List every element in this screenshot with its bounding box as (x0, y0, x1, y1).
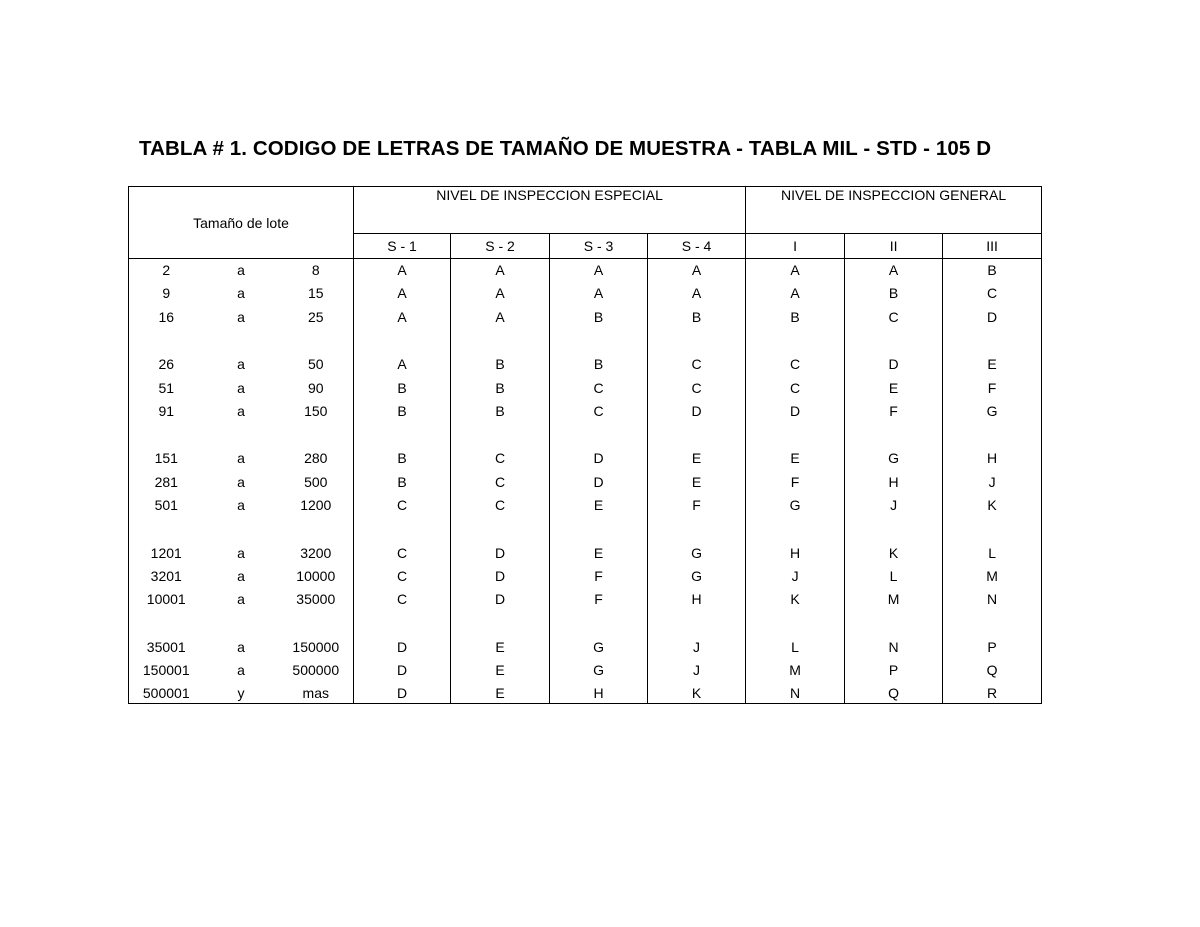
code-letter-cell: B (354, 400, 451, 423)
lot-size-to: 3200 (300, 544, 332, 561)
code-letter-cell: F (648, 494, 746, 517)
lot-size-from: 281 (129, 471, 204, 494)
lot-size-to: 35000 (296, 591, 336, 608)
lot-size-separator: y (204, 683, 279, 704)
group-spacer-row (129, 612, 1042, 636)
code-letter-cell: E (451, 659, 550, 682)
code-letter-cell: F (550, 588, 648, 611)
table-row (129, 494, 1042, 517)
lot-size-from: 3201 (129, 565, 204, 588)
code-letter-cell: C (354, 494, 451, 517)
table-row (129, 282, 1042, 305)
code-letter-cell: C (550, 400, 648, 423)
code-letter-cell: C (943, 282, 1042, 305)
table-row (129, 471, 1042, 494)
code-letter-cell: M (943, 565, 1042, 588)
code-letter-cell: A (746, 282, 845, 305)
column-header-s1: S - 1 (354, 234, 451, 259)
code-letter-cell: C (451, 494, 550, 517)
lot-size-separator: a (237, 262, 245, 278)
code-letter-cell: E (648, 471, 746, 494)
lot-size-separator: a (237, 379, 245, 396)
code-letter-cell: K (943, 494, 1042, 517)
code-letter-cell: B (845, 282, 943, 305)
code-letter-cell: E (451, 683, 550, 704)
lot-size-separator: a (237, 497, 245, 514)
lot-size-to: 1200 (300, 497, 332, 514)
code-letter-cell: D (746, 400, 845, 423)
table-row (129, 400, 1042, 423)
lot-size-separator: a (237, 568, 245, 585)
code-letter-cell: E (648, 447, 746, 470)
general-level-header: NIVEL DE INSPECCION GENERAL (746, 187, 1042, 234)
code-letter-cell: B (451, 377, 550, 400)
table-row (129, 353, 1042, 376)
code-letter-cell: A (550, 282, 648, 305)
code-letter-cell: A (746, 259, 845, 283)
code-letter-cell: P (943, 636, 1042, 659)
code-letter-cell: D (451, 542, 550, 565)
table-row (129, 659, 1042, 682)
code-letter-cell: D (550, 447, 648, 470)
code-letter-cell: C (746, 377, 845, 400)
table-row (129, 683, 1042, 704)
column-header-i: I (746, 234, 845, 259)
code-letter-cell: R (943, 683, 1042, 704)
code-letter-cell: C (648, 353, 746, 376)
code-letter-cell: A (648, 282, 746, 305)
code-letter-cell: M (845, 588, 943, 611)
table-row (129, 588, 1042, 611)
code-letter-cell: A (648, 259, 746, 283)
code-letter-cell: C (354, 565, 451, 588)
code-letter-cell: F (550, 565, 648, 588)
code-letter-cell: B (354, 377, 451, 400)
lot-size-from: 16 (129, 306, 204, 329)
code-letter-cell: D (550, 471, 648, 494)
lot-size-to: 280 (304, 450, 328, 467)
code-letter-cell: F (845, 400, 943, 423)
code-letter-cell: G (648, 542, 746, 565)
code-letter-cell: B (451, 353, 550, 376)
code-letter-cell: D (354, 683, 451, 704)
code-letter-cell: E (451, 636, 550, 659)
table-row (129, 306, 1042, 329)
lot-size-to: 50 (307, 356, 324, 373)
lot-size-to: 25 (307, 308, 324, 325)
code-letter-cell: K (648, 683, 746, 704)
code-letter-cell: B (746, 306, 845, 329)
code-letter-cell: B (943, 259, 1042, 283)
code-letter-cell: A (451, 259, 550, 283)
code-letter-cell: C (451, 447, 550, 470)
group-spacer-row (129, 329, 1042, 353)
code-letter-cell: G (550, 659, 648, 682)
table-row (129, 542, 1042, 565)
code-letter-cell: D (451, 588, 550, 611)
code-letter-cell: N (943, 588, 1042, 611)
code-letter-cell: K (845, 542, 943, 565)
code-letter-cell: G (550, 636, 648, 659)
group-spacer-row (129, 518, 1042, 542)
code-letter-cell: F (746, 471, 845, 494)
code-letter-cell: H (943, 447, 1042, 470)
lot-size-from: 500001 (129, 683, 204, 704)
code-letter-cell: M (746, 659, 845, 682)
lot-size-separator: a (237, 450, 245, 467)
lot-size-from: 2 (129, 259, 204, 283)
lot-size-separator: a (237, 403, 245, 420)
code-letter-cell: K (746, 588, 845, 611)
lot-size-from: 51 (129, 377, 204, 400)
code-letter-cell: B (354, 447, 451, 470)
lot-size-from: 1201 (129, 542, 204, 565)
code-letter-cell: Q (943, 659, 1042, 682)
column-header-s4: S - 4 (648, 234, 746, 259)
code-letter-cell: C (354, 542, 451, 565)
code-letter-cell: G (845, 447, 943, 470)
lot-size-to: 90 (307, 379, 324, 396)
code-letter-cell: A (845, 259, 943, 283)
code-letter-cell: A (354, 282, 451, 305)
code-letter-cell: D (354, 659, 451, 682)
code-letter-cell: D (451, 565, 550, 588)
table-row (129, 447, 1042, 470)
code-letter-cell: H (648, 588, 746, 611)
lot-size-to: 150000 (292, 638, 340, 655)
code-letter-cell: E (845, 377, 943, 400)
code-letter-cell: N (746, 683, 845, 704)
code-letter-cell: E (550, 542, 648, 565)
code-letter-cell: D (354, 636, 451, 659)
code-letter-cell: C (354, 588, 451, 611)
code-letter-cell: Q (845, 683, 943, 704)
column-header-s2: S - 2 (451, 234, 550, 259)
code-letter-cell: J (648, 636, 746, 659)
column-header-s3: S - 3 (550, 234, 648, 259)
code-letter-cell: G (943, 400, 1042, 423)
code-letter-cell: L (845, 565, 943, 588)
code-letter-cell: G (746, 494, 845, 517)
code-letter-cell: C (746, 353, 845, 376)
lot-size-to: 500 (304, 473, 328, 490)
code-letter-cell: D (648, 400, 746, 423)
code-letter-cell: F (943, 377, 1042, 400)
code-letter-cell: L (943, 542, 1042, 565)
code-letter-cell: E (550, 494, 648, 517)
code-letter-cell: H (746, 542, 845, 565)
code-letter-cell: B (550, 306, 648, 329)
lot-size-to: 10000 (296, 568, 336, 585)
code-letter-cell: C (648, 377, 746, 400)
table-row (129, 565, 1042, 588)
code-letter-cell: J (943, 471, 1042, 494)
code-letter-cell: A (354, 306, 451, 329)
table-row (129, 636, 1042, 659)
code-letter-cell: A (451, 306, 550, 329)
lot-size-separator: a (237, 662, 245, 679)
lot-size-to: 8 (311, 262, 320, 278)
lot-size-separator: a (237, 544, 245, 561)
code-letter-cell: G (648, 565, 746, 588)
code-letter-cell: H (550, 683, 648, 704)
column-header-ii: II (845, 234, 943, 259)
lot-size-separator: a (237, 356, 245, 373)
lot-size-from: 150001 (129, 659, 204, 682)
lot-size-from: 10001 (129, 588, 204, 611)
sample-size-code-table (128, 186, 1042, 704)
group-spacer-row (129, 423, 1042, 447)
code-letter-cell: C (845, 306, 943, 329)
code-letter-cell: P (845, 659, 943, 682)
table-row (129, 259, 1042, 283)
code-letter-cell: B (550, 353, 648, 376)
lot-size-to: 150 (304, 403, 328, 420)
lot-size-from: 501 (129, 494, 204, 517)
lot-size-separator: a (237, 285, 245, 302)
lot-size-from: 35001 (129, 636, 204, 659)
code-letter-cell: B (451, 400, 550, 423)
code-letter-cell: A (354, 353, 451, 376)
code-letter-cell: B (354, 471, 451, 494)
table-row (129, 377, 1042, 400)
lot-size-from: 91 (129, 400, 204, 423)
lot-size-to: mas (279, 683, 354, 704)
code-letter-cell: A (451, 282, 550, 305)
code-letter-cell: D (845, 353, 943, 376)
column-header-iii: III (943, 234, 1042, 259)
code-letter-cell: E (746, 447, 845, 470)
code-letter-cell: L (746, 636, 845, 659)
lot-size-separator: a (237, 591, 245, 608)
lot-size-to: 15 (307, 285, 324, 302)
lot-size-to: 500000 (292, 662, 340, 679)
code-letter-cell: D (943, 306, 1042, 329)
lot-size-separator: a (237, 638, 245, 655)
code-letter-cell: J (845, 494, 943, 517)
special-level-header: NIVEL DE INSPECCION ESPECIAL (354, 187, 746, 234)
lot-size-header: Tamaño de lote (129, 187, 354, 259)
lot-size-from: 151 (129, 447, 204, 470)
code-letter-cell: B (648, 306, 746, 329)
lot-size-separator: a (237, 473, 245, 490)
table-title: TABLA # 1. CODIGO DE LETRAS DE TAMAÑO DE MUESTRA - TABLA MIL - STD - 105 D (139, 137, 992, 160)
lot-size-from: 26 (129, 353, 204, 376)
code-letter-cell: A (550, 259, 648, 283)
code-letter-cell: J (648, 659, 746, 682)
code-letter-cell: H (845, 471, 943, 494)
code-letter-cell: J (746, 565, 845, 588)
code-letter-cell: A (354, 259, 451, 283)
code-letter-cell: C (451, 471, 550, 494)
code-letter-cell: C (550, 377, 648, 400)
code-letter-cell: N (845, 636, 943, 659)
code-letter-cell: E (943, 353, 1042, 376)
lot-size-from: 9 (129, 282, 204, 305)
lot-size-separator: a (237, 308, 245, 325)
table-body (129, 259, 1042, 704)
